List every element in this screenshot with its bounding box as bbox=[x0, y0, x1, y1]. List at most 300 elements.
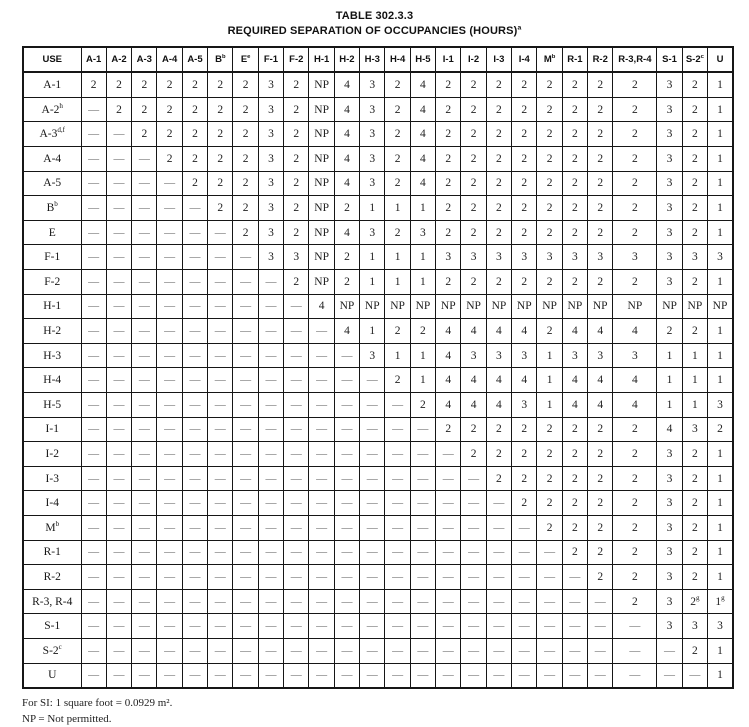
table-cell: — bbox=[106, 638, 131, 663]
table-cell: 3 bbox=[512, 393, 537, 418]
table-cell: 2 bbox=[682, 466, 707, 491]
table-row-i-4 bbox=[23, 491, 733, 516]
table-cell: — bbox=[106, 343, 131, 368]
table-cell: 2 bbox=[682, 270, 707, 295]
table-cell: 2 bbox=[657, 319, 682, 344]
table-cell: — bbox=[132, 589, 157, 614]
table-cell: — bbox=[284, 368, 309, 393]
table-cell: — bbox=[613, 638, 657, 663]
table-cell: 2 bbox=[461, 147, 486, 172]
table-cell: 2 bbox=[385, 171, 410, 196]
table-cell: 3 bbox=[708, 614, 733, 639]
table-cell: 2 bbox=[562, 442, 587, 467]
table-cell: — bbox=[334, 442, 359, 467]
table-cell: — bbox=[157, 663, 182, 688]
table-cell: 2 bbox=[385, 368, 410, 393]
table-cell: — bbox=[258, 589, 283, 614]
table-cell: NP bbox=[309, 97, 334, 122]
row-label: I-3 bbox=[23, 466, 81, 491]
table-cell: — bbox=[81, 97, 106, 122]
table-cell: — bbox=[106, 442, 131, 467]
table-cell: 4 bbox=[410, 97, 435, 122]
table-cell: 1 bbox=[708, 540, 733, 565]
table-cell: NP bbox=[657, 294, 682, 319]
table-cell: — bbox=[233, 393, 258, 418]
table-cell: — bbox=[208, 614, 233, 639]
table-cell: 2 bbox=[157, 72, 182, 97]
table-cell: NP bbox=[708, 294, 733, 319]
table-cell: — bbox=[588, 614, 613, 639]
table-cell: — bbox=[132, 270, 157, 295]
table-cell: — bbox=[208, 294, 233, 319]
table-cell: 1 bbox=[708, 196, 733, 221]
table-cell: — bbox=[182, 515, 207, 540]
table-cell: 4 bbox=[410, 72, 435, 97]
table-cell: — bbox=[233, 614, 258, 639]
row-label: H-3 bbox=[23, 343, 81, 368]
table-cell: — bbox=[360, 614, 385, 639]
table-cell: — bbox=[208, 515, 233, 540]
table-cell: 4 bbox=[486, 368, 511, 393]
table-cell: 1 bbox=[682, 368, 707, 393]
table-cell: — bbox=[132, 638, 157, 663]
table-cell: 1 bbox=[708, 122, 733, 147]
table-cell: — bbox=[334, 663, 359, 688]
table-cell: — bbox=[562, 589, 587, 614]
table-cell: 2 bbox=[486, 97, 511, 122]
table-cell: NP bbox=[334, 294, 359, 319]
table-cell: — bbox=[334, 638, 359, 663]
column-header-h-5: H-5 bbox=[410, 47, 435, 73]
table-cell: — bbox=[284, 294, 309, 319]
table-cell: 2 bbox=[682, 220, 707, 245]
table-cell: 2 bbox=[537, 72, 562, 97]
table-cell: — bbox=[537, 638, 562, 663]
table-cell: — bbox=[309, 442, 334, 467]
table-cell: 2 bbox=[486, 196, 511, 221]
table-cell: 2 bbox=[436, 220, 461, 245]
table-cell: 2 bbox=[613, 515, 657, 540]
table-cell: 2 bbox=[562, 220, 587, 245]
row-label: A-1 bbox=[23, 72, 81, 97]
table-cell: — bbox=[562, 565, 587, 590]
table-cell: 2 bbox=[537, 220, 562, 245]
table-cell: 2 bbox=[682, 122, 707, 147]
table-cell: 2 bbox=[512, 442, 537, 467]
use-column-header: USE bbox=[23, 47, 81, 73]
table-row-s-1 bbox=[23, 614, 733, 639]
table-cell: 2$^g$ bbox=[682, 589, 707, 614]
table-cell: 4 bbox=[436, 319, 461, 344]
table-cell: — bbox=[486, 638, 511, 663]
table-cell: 1 bbox=[708, 319, 733, 344]
table-cell: 2 bbox=[682, 196, 707, 221]
table-cell: — bbox=[81, 220, 106, 245]
table-cell: 2 bbox=[512, 270, 537, 295]
table-row-r-1 bbox=[23, 540, 733, 565]
table-cell: — bbox=[182, 589, 207, 614]
table-cell: — bbox=[182, 614, 207, 639]
table-cell: — bbox=[208, 393, 233, 418]
table-cell: 2 bbox=[613, 220, 657, 245]
table-cell: — bbox=[613, 663, 657, 688]
table-cell: — bbox=[258, 491, 283, 516]
table-cell: — bbox=[436, 515, 461, 540]
column-header-a-3: A-3 bbox=[132, 47, 157, 73]
table-cell: NP bbox=[309, 122, 334, 147]
table-cell: — bbox=[309, 393, 334, 418]
table-cell: — bbox=[461, 638, 486, 663]
table-cell: 2 bbox=[208, 97, 233, 122]
table-cell: 2 bbox=[208, 122, 233, 147]
table-cell: — bbox=[512, 614, 537, 639]
table-cell: — bbox=[233, 540, 258, 565]
table-cell: 2 bbox=[588, 97, 613, 122]
table-cell: — bbox=[106, 294, 131, 319]
table-cell: — bbox=[258, 294, 283, 319]
table-cell: 3 bbox=[258, 196, 283, 221]
table-cell: 2 bbox=[613, 97, 657, 122]
table-cell: — bbox=[106, 565, 131, 590]
table-cell: — bbox=[410, 515, 435, 540]
table-cell: 2 bbox=[233, 171, 258, 196]
table-cell: — bbox=[208, 343, 233, 368]
table-row-h-2 bbox=[23, 319, 733, 344]
table-cell: — bbox=[588, 638, 613, 663]
table-cell: — bbox=[157, 417, 182, 442]
table-cell: — bbox=[157, 343, 182, 368]
table-cell: — bbox=[233, 565, 258, 590]
table-cell: — bbox=[157, 466, 182, 491]
table-cell: 2 bbox=[385, 319, 410, 344]
table-cell: 2 bbox=[436, 72, 461, 97]
footnote-si: For SI: 1 square foot = 0.0929 m². bbox=[22, 697, 173, 710]
table-cell: — bbox=[334, 589, 359, 614]
table-cell: — bbox=[537, 663, 562, 688]
table-cell: — bbox=[284, 393, 309, 418]
table-cell: — bbox=[258, 319, 283, 344]
table-cell: — bbox=[588, 589, 613, 614]
table-cell: — bbox=[208, 417, 233, 442]
table-cell: 4 bbox=[334, 147, 359, 172]
table-caption: REQUIRED SEPARATION OF OCCUPANCIES (HOURS)$^a$ bbox=[227, 24, 522, 37]
table-cell: — bbox=[258, 638, 283, 663]
table-cell: 3 bbox=[258, 171, 283, 196]
table-cell: — bbox=[132, 565, 157, 590]
table-cell: — bbox=[385, 589, 410, 614]
table-cell: 2 bbox=[410, 393, 435, 418]
row-label: R-3, R-4 bbox=[23, 589, 81, 614]
table-cell: NP bbox=[309, 147, 334, 172]
table-cell: — bbox=[182, 343, 207, 368]
table-cell: — bbox=[182, 638, 207, 663]
table-cell: — bbox=[182, 245, 207, 270]
table-cell: 2 bbox=[284, 97, 309, 122]
table-title bbox=[0, 0, 749, 39]
table-row-h-3 bbox=[23, 343, 733, 368]
row-label: R-2 bbox=[23, 565, 81, 590]
table-cell: 3 bbox=[588, 343, 613, 368]
table-cell: — bbox=[486, 589, 511, 614]
table-cell: NP bbox=[613, 294, 657, 319]
table-cell: — bbox=[461, 491, 486, 516]
table-cell: — bbox=[512, 589, 537, 614]
table-cell: 3 bbox=[258, 245, 283, 270]
table-cell: 1 bbox=[410, 196, 435, 221]
table-cell: 3 bbox=[258, 147, 283, 172]
table-cell: — bbox=[512, 540, 537, 565]
table-cell: — bbox=[106, 122, 131, 147]
table-cell: — bbox=[461, 466, 486, 491]
row-label: I-4 bbox=[23, 491, 81, 516]
table-cell: 2 bbox=[486, 147, 511, 172]
table-cell: — bbox=[132, 171, 157, 196]
table-cell: 2 bbox=[682, 97, 707, 122]
table-cell: 4 bbox=[334, 171, 359, 196]
table-cell: 3 bbox=[512, 343, 537, 368]
row-label: H-2 bbox=[23, 319, 81, 344]
table-cell: 2 bbox=[562, 466, 587, 491]
table-cell: 3 bbox=[461, 245, 486, 270]
table-cell: — bbox=[157, 294, 182, 319]
table-cell: — bbox=[309, 466, 334, 491]
table-cell: — bbox=[334, 343, 359, 368]
table-cell: 3 bbox=[537, 245, 562, 270]
column-header-i-3: I-3 bbox=[486, 47, 511, 73]
table-cell: — bbox=[334, 515, 359, 540]
table-cell: 1 bbox=[385, 270, 410, 295]
table-cell: — bbox=[132, 220, 157, 245]
table-cell: — bbox=[360, 589, 385, 614]
table-cell: 3 bbox=[657, 97, 682, 122]
table-cell: — bbox=[512, 663, 537, 688]
table-cell: 1 bbox=[537, 393, 562, 418]
table-cell: — bbox=[132, 294, 157, 319]
table-cell: 2 bbox=[562, 270, 587, 295]
column-header-h-2: H-2 bbox=[334, 47, 359, 73]
table-cell: — bbox=[106, 589, 131, 614]
table-cell: — bbox=[410, 589, 435, 614]
table-cell: — bbox=[461, 614, 486, 639]
table-cell: — bbox=[410, 540, 435, 565]
table-cell: 2 bbox=[682, 638, 707, 663]
table-cell: — bbox=[208, 491, 233, 516]
table-cell: — bbox=[537, 589, 562, 614]
table-cell: 3 bbox=[360, 72, 385, 97]
table-cell: 1 bbox=[708, 565, 733, 590]
table-cell: 2 bbox=[588, 72, 613, 97]
table-cell: NP bbox=[309, 245, 334, 270]
table-cell: — bbox=[233, 638, 258, 663]
table-cell: 3 bbox=[657, 72, 682, 97]
table-cell: 2 bbox=[486, 466, 511, 491]
table-cell: 3 bbox=[657, 614, 682, 639]
table-cell: — bbox=[562, 614, 587, 639]
table-cell: — bbox=[360, 417, 385, 442]
table-cell: 3 bbox=[657, 245, 682, 270]
table-cell: — bbox=[157, 171, 182, 196]
table-cell: — bbox=[233, 466, 258, 491]
table-cell: 2 bbox=[537, 417, 562, 442]
table-cell: 2 bbox=[613, 466, 657, 491]
table-cell: 4 bbox=[436, 393, 461, 418]
table-cell: 2 bbox=[182, 97, 207, 122]
table-cell: — bbox=[182, 393, 207, 418]
row-label: $M^b$ bbox=[23, 515, 81, 540]
table-cell: — bbox=[436, 663, 461, 688]
table-cell: — bbox=[132, 540, 157, 565]
table-cell: — bbox=[157, 491, 182, 516]
table-cell: 1 bbox=[708, 270, 733, 295]
table-cell: 4 bbox=[334, 220, 359, 245]
table-cell: 2 bbox=[613, 147, 657, 172]
table-cell: — bbox=[258, 663, 283, 688]
table-cell: 2 bbox=[461, 122, 486, 147]
row-label: I-2 bbox=[23, 442, 81, 467]
table-cell: 2 bbox=[233, 196, 258, 221]
table-cell: 2 bbox=[461, 72, 486, 97]
table-cell: — bbox=[385, 442, 410, 467]
table-cell: 4 bbox=[562, 368, 587, 393]
table-cell: 2 bbox=[588, 122, 613, 147]
table-cell: — bbox=[588, 663, 613, 688]
column-header-a-5: A-5 bbox=[182, 47, 207, 73]
table-cell: — bbox=[81, 466, 106, 491]
table-cell: 4 bbox=[410, 171, 435, 196]
table-cell: 3 bbox=[657, 196, 682, 221]
table-cell: 1 bbox=[537, 368, 562, 393]
table-cell: 3 bbox=[613, 245, 657, 270]
table-cell: 1 bbox=[708, 368, 733, 393]
table-cell: 2 bbox=[512, 466, 537, 491]
column-header-i-2: I-2 bbox=[461, 47, 486, 73]
table-cell: — bbox=[486, 565, 511, 590]
table-cell: 1 bbox=[708, 442, 733, 467]
table-cell: 2 bbox=[588, 147, 613, 172]
table-cell: 3 bbox=[657, 220, 682, 245]
table-cell: — bbox=[309, 589, 334, 614]
table-cell: 2 bbox=[537, 171, 562, 196]
row-label: S-2$^c$ bbox=[23, 638, 81, 663]
table-cell: — bbox=[106, 417, 131, 442]
table-cell: 2 bbox=[512, 72, 537, 97]
table-cell: — bbox=[385, 540, 410, 565]
table-cell: — bbox=[132, 515, 157, 540]
table-cell: 2 bbox=[385, 122, 410, 147]
table-cell: — bbox=[410, 417, 435, 442]
column-header-i-1: I-1 bbox=[436, 47, 461, 73]
table-cell: — bbox=[208, 589, 233, 614]
table-cell: 2 bbox=[157, 147, 182, 172]
table-cell: — bbox=[385, 417, 410, 442]
table-cell: 3 bbox=[562, 245, 587, 270]
table-cell: 4 bbox=[486, 319, 511, 344]
table-cell: 2 bbox=[157, 122, 182, 147]
table-cell: — bbox=[106, 540, 131, 565]
table-cell: — bbox=[157, 442, 182, 467]
column-header-r-3,r-4: R-3,R-4 bbox=[613, 47, 657, 73]
table-cell: — bbox=[410, 663, 435, 688]
table-row-b bbox=[23, 196, 733, 221]
table-cell: — bbox=[106, 319, 131, 344]
table-cell: 3 bbox=[588, 245, 613, 270]
column-header-f-1: F-1 bbox=[258, 47, 283, 73]
table-cell: — bbox=[436, 466, 461, 491]
table-cell: — bbox=[182, 663, 207, 688]
table-cell: — bbox=[106, 245, 131, 270]
table-cell: — bbox=[309, 638, 334, 663]
table-cell: 2 bbox=[512, 220, 537, 245]
table-cell: 3 bbox=[486, 245, 511, 270]
table-cell: — bbox=[436, 589, 461, 614]
table-cell: — bbox=[81, 442, 106, 467]
column-header-m: $M^b$ bbox=[537, 47, 562, 73]
table-cell: — bbox=[233, 491, 258, 516]
table-cell: 1 bbox=[360, 196, 385, 221]
table-cell: 4 bbox=[588, 368, 613, 393]
table-cell: — bbox=[106, 270, 131, 295]
table-cell: 2 bbox=[588, 171, 613, 196]
table-cell: — bbox=[461, 540, 486, 565]
table-caption-footnote-marker: a bbox=[517, 24, 522, 32]
table-cell: — bbox=[360, 442, 385, 467]
table-cell: — bbox=[157, 589, 182, 614]
table-cell: — bbox=[410, 614, 435, 639]
table-cell: 3 bbox=[708, 393, 733, 418]
table-cell: 2 bbox=[182, 122, 207, 147]
table-cell: — bbox=[106, 466, 131, 491]
table-cell: 2 bbox=[613, 171, 657, 196]
table-cell: — bbox=[233, 343, 258, 368]
table-cell: — bbox=[284, 343, 309, 368]
table-cell: 4 bbox=[309, 294, 334, 319]
table-cell: 2 bbox=[233, 220, 258, 245]
table-cell: — bbox=[486, 491, 511, 516]
table-cell: — bbox=[385, 614, 410, 639]
table-cell: 1 bbox=[708, 491, 733, 516]
table-cell: 2 bbox=[682, 515, 707, 540]
table-cell: 1 bbox=[360, 270, 385, 295]
table-cell: — bbox=[486, 614, 511, 639]
table-cell: — bbox=[385, 663, 410, 688]
table-cell: 3 bbox=[360, 220, 385, 245]
row-label: R-1 bbox=[23, 540, 81, 565]
table-cell: — bbox=[208, 319, 233, 344]
table-cell: 3 bbox=[486, 343, 511, 368]
table-cell: NP bbox=[486, 294, 511, 319]
table-cell: — bbox=[562, 638, 587, 663]
row-label: A-5 bbox=[23, 171, 81, 196]
table-cell: — bbox=[182, 417, 207, 442]
table-cell: — bbox=[157, 245, 182, 270]
table-cell: 1 bbox=[682, 343, 707, 368]
table-cell: 2 bbox=[461, 196, 486, 221]
table-cell: 2 bbox=[537, 319, 562, 344]
table-cell: — bbox=[486, 663, 511, 688]
table-cell: 2 bbox=[613, 196, 657, 221]
table-cell: 1$^g$ bbox=[708, 589, 733, 614]
table-cell: 2 bbox=[106, 72, 131, 97]
table-row-a-3 bbox=[23, 122, 733, 147]
row-label: A-2$^h$ bbox=[23, 97, 81, 122]
table-cell: — bbox=[613, 614, 657, 639]
table-cell: — bbox=[132, 442, 157, 467]
table-cell: — bbox=[309, 319, 334, 344]
table-cell: — bbox=[334, 540, 359, 565]
column-header-b: $B^b$ bbox=[208, 47, 233, 73]
table-cell: 4 bbox=[461, 319, 486, 344]
table-cell: 3 bbox=[708, 245, 733, 270]
